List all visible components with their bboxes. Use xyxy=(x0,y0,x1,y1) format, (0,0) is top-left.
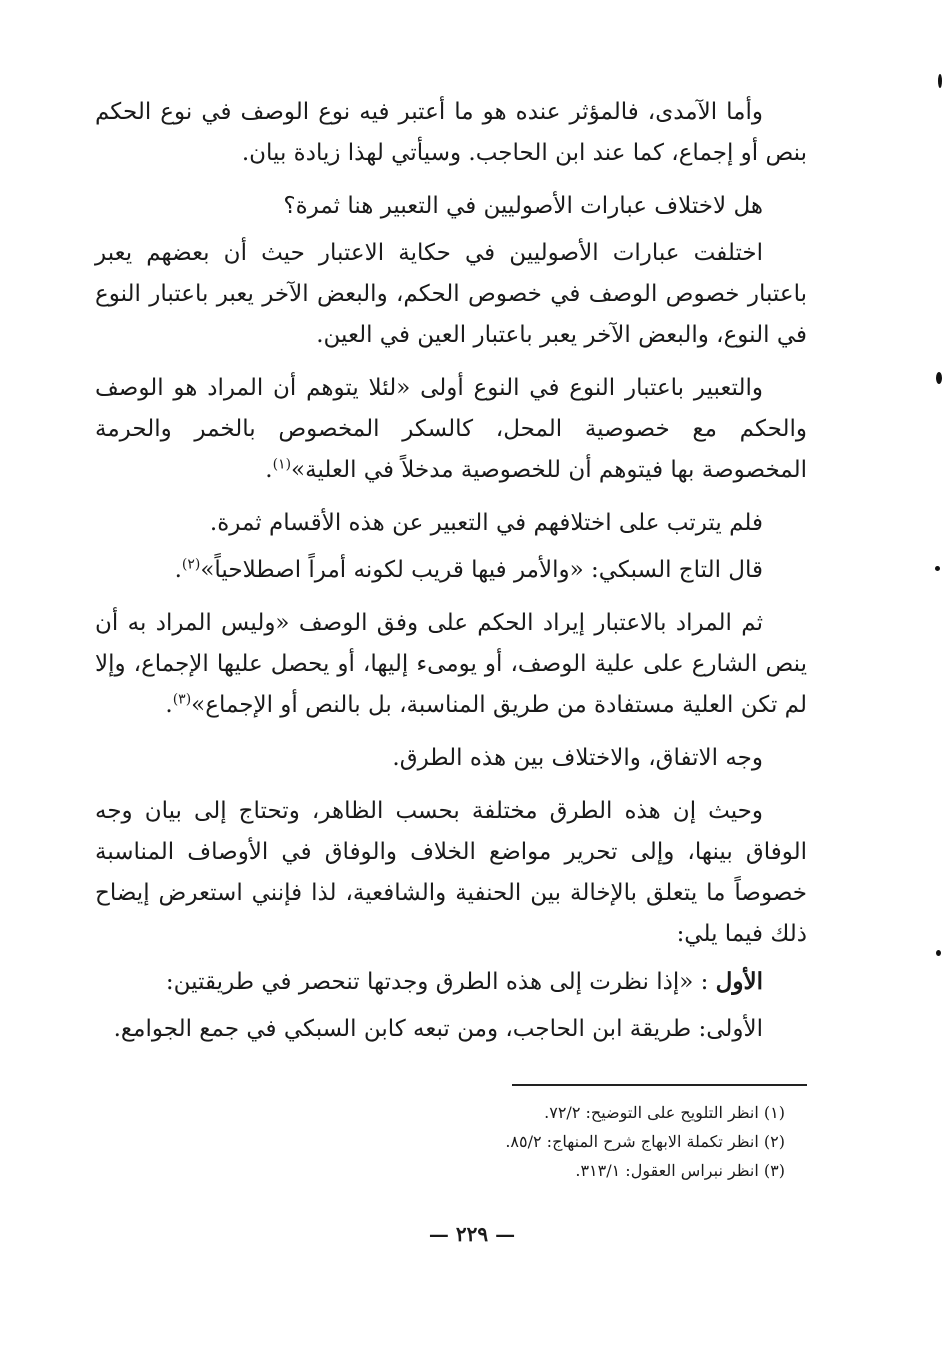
footnote-1: (١) انظر التلويح على التوضيح: ٧٢/٢. xyxy=(544,1103,785,1122)
paragraph-6 xyxy=(95,550,807,591)
scan-mark xyxy=(936,372,942,384)
paragraph-4 xyxy=(95,368,807,491)
page-number: — ٢٢٩ — xyxy=(428,1222,516,1246)
paragraph-1-text: وأما الآمدى، فالمؤثر عنده هو ما أعتبر فيه نوع الوصف في نوع الحكم بنص أو إجماع، كما عند ابن الحاجب. وسيأتي لهذا زيادة بيان. xyxy=(95,99,807,166)
footnote-mark-3: (٣) xyxy=(172,691,192,708)
paragraph-5-text: فلم يترتب على اختلافهم في التعبير عن هذه الأقسام ثمرة. xyxy=(209,510,763,536)
paragraph-2 xyxy=(95,186,807,227)
paragraph-9-text: وحيث إن هذه الطرق مختلفة بحسب الظاهر، وتحتاج إلى بيان وجه الوفاق بينها، وإلى تحرير مواضع الخلاف والوفاق في الأوصاف المناسبة خصوصاً ما يتعلق بالإخالة بين الحنفية والشافعية، لذا فإنني استعرض إيضاح ذلك فيما يلي: xyxy=(95,798,807,947)
scan-mark xyxy=(935,566,940,571)
paragraph-3-text: اختلفت عبارات الأصوليين في حكاية الاعتبار حيث أن بعضهم يعبر باعتبار خصوص الوصف في خصوص الحكم، والبعض الآخر يعبر باعتبار النوع في النوع، والبعض الآخر يعبر باعتبار العين في العين. xyxy=(95,240,807,348)
footnote-divider xyxy=(512,1084,807,1086)
scan-mark xyxy=(936,950,941,956)
paragraph-6-text: قال التاج السبكي: «والأمر فيها قريب لكونه أمراً اصطلاحياً» xyxy=(200,557,763,583)
section-heading xyxy=(95,738,807,779)
paragraph-4-text: والتعبير باعتبار النوع في النوع أولى «لئلا يتوهم أن المراد هو الوصف والحكم مع خصوصية المحل، كالسكر المخصوص بالخمر والحرمة المخصوصة بها فيتوهم أن للخصوصية مدخلاً في العلية» xyxy=(95,375,807,483)
scan-mark xyxy=(938,74,942,88)
paragraph-6-end: . xyxy=(174,557,182,583)
footnotes xyxy=(440,1098,785,1185)
footnote-2: (٢) انظر تكملة الابهاج شرح المنهاج: ٨٥/٢. xyxy=(505,1132,785,1151)
paragraph-10-bold: الأول xyxy=(715,968,763,995)
paragraph-5 xyxy=(95,503,807,544)
paragraph-11 xyxy=(95,1009,807,1050)
paragraph-2-text: هل لاختلاف عبارات الأصوليين في التعبير هنا ثمرة؟ xyxy=(283,193,763,219)
paragraph-10 xyxy=(95,961,807,1003)
paragraph-7 xyxy=(95,603,807,726)
paragraph-7-end: . xyxy=(165,692,173,718)
paragraph-3 xyxy=(95,233,807,356)
paragraph-1 xyxy=(95,92,807,174)
paragraph-11-text: الأولى: طريقة ابن الحاجب، ومن تبعه كابن السبكي في جمع الجوامع. xyxy=(113,1016,763,1042)
paragraph-10-text: : «إذا نظرت إلى هذه الطرق وجدتها تنحصر في طريقتين: xyxy=(165,969,709,995)
paragraph-7-text: ثم المراد بالاعتبار إيراد الحكم على وفق الوصف «وليس المراد به أن ينص الشارع على علية الوصف، أو يومىء إليها، أو يحصل عليها الإجماع، وإلا لم تكن العلية مستفادة من طريق المناسبة، بل بالنص أو الإجماع» xyxy=(95,610,807,718)
footnote-mark-1: (١) xyxy=(272,456,292,473)
paragraph-9 xyxy=(95,791,807,955)
paragraph-4-end: . xyxy=(265,457,273,483)
footnote-mark-2: (٢) xyxy=(181,556,201,573)
page-body xyxy=(95,92,807,1050)
footnote-3: (٣) انظر نبراس العقول: ٣١٣/١. xyxy=(575,1161,785,1180)
section-heading-text: وجه الاتفاق، والاختلاف بين هذه الطرق. xyxy=(392,745,763,771)
